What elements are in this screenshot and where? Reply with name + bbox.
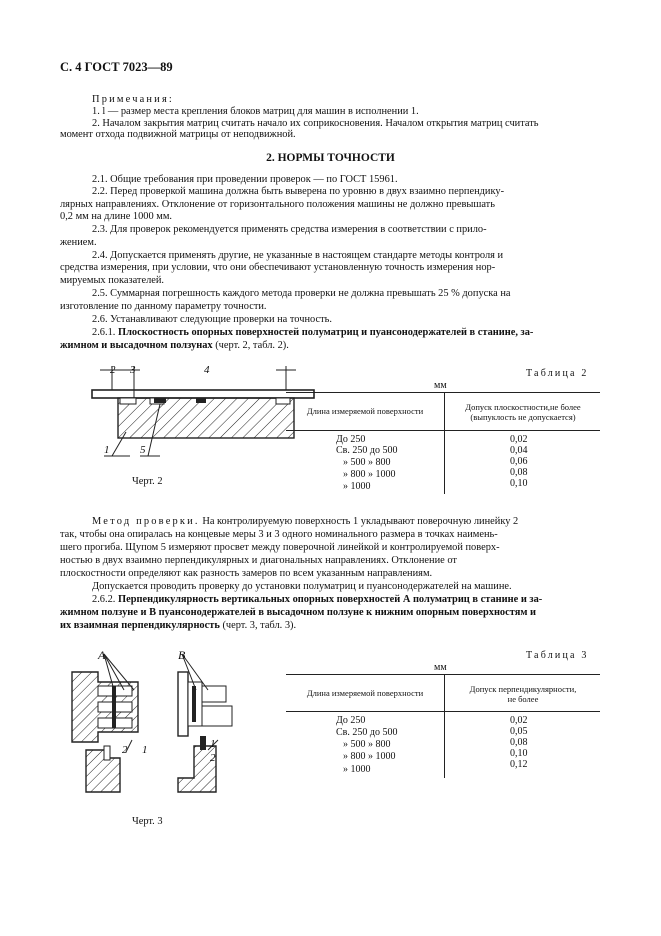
para-2-6-1-bold-b: жимном и высадочном ползунах (60, 340, 213, 351)
t3-len-2: » 500 » 800 (343, 739, 391, 750)
table-2-col-divider (444, 392, 445, 494)
para-2-4b: средства измерения, при условии, что они обеспечивают установленную точность измерения нор- (60, 262, 496, 273)
para-2-1: 2.1. Общие требования при проведении проверок — по ГОСТ 15961. (92, 174, 398, 185)
notes-title: Примечания: (92, 94, 175, 105)
fig3-label-2a: 2 (122, 744, 128, 756)
para-2-6-2a (92, 594, 542, 607)
t2-len-2: » 500 » 800 (343, 457, 391, 468)
para-2-4a: 2.4. Допускается применять другие, не указанные в настоящем стандарте методы контроля и (92, 250, 504, 261)
t3-len-4: » 1000 (343, 764, 371, 775)
para-2-4c: мируемых показателей. (60, 275, 165, 286)
fig3-label-2b: 2 (210, 752, 216, 764)
table-2-row (343, 469, 396, 481)
table-3-row (343, 751, 396, 763)
t2-tol-3: 0,08 (510, 467, 528, 478)
table-2-col1-header: Длина измеряемой поверхности (306, 406, 424, 416)
note-2-cont: момент отхода подвижной матрицы от неподвижной. (60, 129, 296, 140)
t2-tol-4: 0,10 (510, 478, 528, 489)
fig3-label-1b: 1 (210, 738, 216, 750)
para-2-5b: изготовление по данному параметру точности. (60, 301, 267, 312)
para-2-6-1-tail: (черт. 2, табл. 2). (215, 340, 289, 351)
t3-tol-4: 0,12 (510, 759, 528, 770)
t2-tol-1: 0,04 (510, 445, 528, 456)
t2-tol-0: 0,02 (510, 434, 528, 445)
para-2-6-2c (60, 620, 296, 633)
table-2-top-rule (286, 392, 600, 393)
table-3-col2-header-a: Допуск перпендикулярности, (469, 684, 577, 694)
para-2-3a: 2.3. Для проверок рекомендуется применять средства измерения в соответствии с прило- (92, 224, 487, 235)
table-3-col1-header: Длина измеряемой поверхности (306, 688, 424, 698)
t3-len-1: Св. 250 до 500 (336, 727, 398, 738)
para-2-6: 2.6. Устанавливают следующие проверки на точность. (92, 314, 332, 325)
table-2-header-rule (286, 430, 600, 431)
table-2-row (336, 434, 365, 446)
t2-len-0: До 250 (336, 434, 366, 445)
fig2-label-2: 2 (110, 364, 116, 376)
table-2-row (336, 445, 397, 457)
fig3-label-A: А (98, 648, 106, 662)
method-label: Метод проверки. (92, 516, 200, 527)
para-2-6-1a (92, 327, 533, 340)
fig3-label-B: В (178, 648, 186, 662)
t2-tol-2: 0,06 (510, 456, 528, 467)
table-3-col-divider (444, 674, 445, 778)
para-2-6-1-num: 2.6.1. (92, 327, 116, 338)
fig2-label-4: 4 (204, 364, 210, 376)
page-header: С. 4 ГОСТ 7023—89 (60, 60, 173, 74)
table-2-caption: Таблица 2 (526, 368, 589, 379)
para-2-6-1-bold-a: Плоскостность опорных поверхностей полуматриц и пуансонодержателей в станине, за- (118, 327, 534, 338)
figure-2-caption: Черт. 2 (132, 476, 163, 487)
t3-tol-1: 0,05 (510, 726, 528, 737)
table-2-unit: мм (434, 380, 447, 391)
allow-paragraph: Допускается проводить проверку до установки полуматриц и пуансонодержателей на машине. (92, 581, 512, 592)
note-2: 2. Началом закрытия матриц считать начало их соприкосновения. Началом открытия матриц считать (92, 118, 539, 129)
figure-3-caption: Черт. 3 (132, 816, 163, 827)
t3-len-3: » 800 » 1000 (343, 751, 396, 762)
para-2-6-2-bold-c: их взаимная перпендикулярность (60, 620, 220, 631)
method-line-c: шего прогиба. Щупом 5 измеряют просвет между поверочной линейкой и контролируемой поверх- (60, 542, 500, 553)
table-3-row (336, 727, 397, 739)
method-line-d: ностью в двух взаимно перпендикулярных и диагональных направлениях. Отклонение от (60, 555, 457, 566)
note-1: 1. l — размер места крепления блоков матриц для машин в исполнении 1. (92, 106, 419, 117)
fig2-label-1: 1 (104, 444, 110, 456)
table-3-unit: мм (434, 662, 447, 673)
para-2-2a: 2.2. Перед проверкой машина должна быть выверена по уровню в двух взаимно перпендику- (92, 186, 505, 197)
fig3-label-1a: 1 (142, 744, 148, 756)
t2-len-4: » 1000 (343, 481, 371, 492)
para-2-2c: 0,2 мм на длине 1000 мм. (60, 211, 173, 222)
para-2-6-2-bold-a: Перпендикулярность вертикальных опорных поверхностей А полуматриц в станине и за- (118, 594, 543, 605)
para-2-6-2b: жимном ползуне и В пуансонодержателей в высадочном ползуне к нижним опорным поверхностям и (60, 607, 536, 618)
table-3-row (343, 764, 371, 776)
para-2-6-2-num: 2.6.2. (92, 594, 116, 605)
table-2-col2-header-a: Допуск плоскостности,не более (465, 402, 581, 412)
table-3-header-rule (286, 711, 600, 712)
table-3-row (336, 715, 365, 727)
t3-tol-2: 0,08 (510, 737, 528, 748)
para-2-2b: лярных направлениях. Отклонение от горизонтального положения машины не должно превышать (60, 199, 495, 210)
para-2-6-2-tail: (черт. 3, табл. 3). (222, 620, 297, 631)
method-line-a (92, 516, 518, 529)
t2-len-3: » 800 » 1000 (343, 469, 396, 480)
table-3-caption: Таблица 3 (526, 650, 589, 661)
table-3-top-rule (286, 674, 600, 675)
table-2-row (343, 481, 371, 493)
table-3-col2-header-b: не более (507, 694, 539, 704)
t2-len-1: Св. 250 до 500 (336, 445, 398, 456)
para-2-3b: жением. (60, 237, 97, 248)
figure-3-drawing (68, 646, 248, 796)
fig2-label-3: 3 (130, 364, 136, 376)
table-3-row (343, 739, 391, 751)
t3-len-0: До 250 (336, 715, 366, 726)
method-text-a: На контролируемую поверхность 1 укладывают поверочную линейку 2 (202, 516, 519, 527)
t3-tol-0: 0,02 (510, 715, 528, 726)
para-2-5a: 2.5. Суммарная погрешность каждого метода проверки не должна превышать 25 % допуска на (92, 288, 511, 299)
table-2-col2-header-b: (выпуклость не допускается) (470, 412, 576, 422)
method-line-e: плоскостности определяют как разность замеров по всем указанным направлениям. (60, 568, 433, 579)
method-line-b: так, чтобы она опиралась на концевые меры 3 и 3 одного номинального размера в точках наимень- (60, 529, 498, 540)
table-2-row (343, 457, 391, 469)
para-2-6-1b (60, 340, 289, 353)
section-title: 2. НОРМЫ ТОЧНОСТИ (266, 152, 395, 164)
fig2-label-5: 5 (140, 444, 146, 456)
t3-tol-3: 0,10 (510, 748, 528, 759)
